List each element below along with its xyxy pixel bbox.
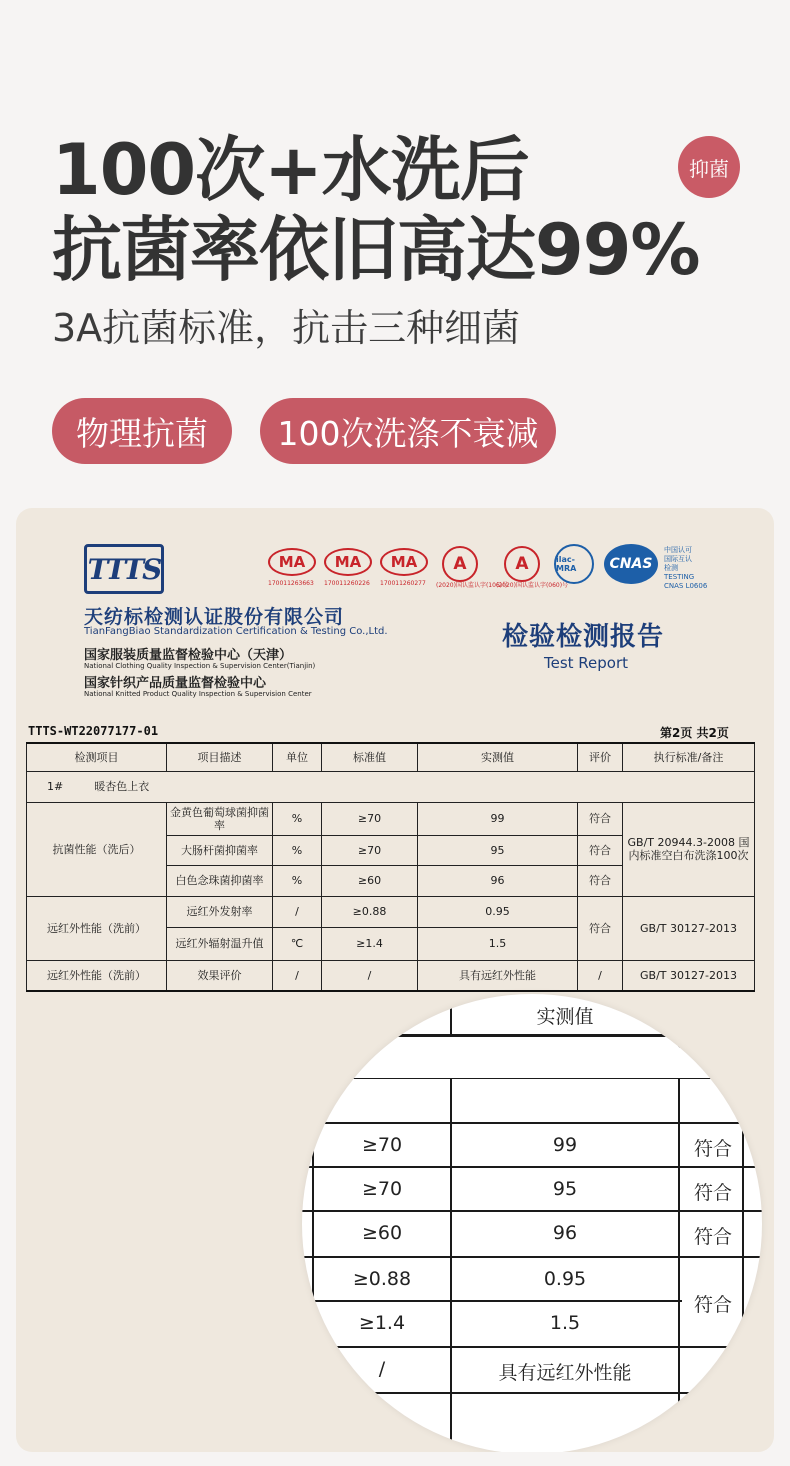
table-header: 项目描述 [167,743,273,771]
item-measured: 95 [418,835,578,865]
zoom-measured: 96 [552,1222,578,1244]
table-header-row [27,743,755,771]
item-result: 符合 [578,802,623,835]
zoom-measured: 1.5 [549,1312,581,1334]
physical-antibacterial-tag: 物理抗菌 [52,398,232,464]
zoom-standard: ≥70 [361,1178,403,1200]
table-header: 检测项目 [27,743,167,771]
zoom-measured: 95 [552,1178,578,1200]
test-results-table [26,742,755,992]
item-standard: ≥60 [322,865,418,896]
item-unit: / [273,896,322,927]
magnifier-circle [302,994,762,1452]
cma-number-2: 170011260226 [324,580,370,587]
headline-line1: 100次+水洗后 [52,129,529,211]
zoom-standard: / [378,1358,386,1380]
item-desc: 白色念珠菌抑菌率 [167,865,273,896]
magnified-table [302,994,762,1452]
zoom-measured: 99 [552,1134,578,1156]
zoom-standard: ≥60 [361,1222,403,1244]
group-note: GB/T 30127-2013 [623,960,755,991]
item-standard: / [322,960,418,991]
cnas-caption-line: 国际互认 [664,555,692,563]
cma-mark-1: MA [268,548,316,576]
item-result: / [578,960,623,991]
zoom-result: 符合 [693,1226,732,1248]
item-result: 符合 [578,865,623,896]
item-desc: 效果评价 [167,960,273,991]
zoom-standard: ≥1.4 [358,1312,406,1334]
item-measured: 1.5 [418,927,578,960]
item-standard: ≥0.88 [322,896,418,927]
item-unit: % [273,835,322,865]
item-desc: 远红外辐射温升值 [167,927,273,960]
sample-row [27,771,755,802]
wash-durability-tag: 100次洗涤不衰减 [260,398,556,464]
item-desc: 大肠杆菌抑菌率 [167,835,273,865]
ilac-mra-mark: ilac-MRA [554,544,594,584]
org-name-en: TianFangBiao Standardization Certification & Testing Co.,Ltd. [84,626,388,637]
cnas-caption [664,546,707,591]
clothing-center-cn: 国家服装质量监督检验中心（天津） [84,648,293,663]
cma-number-3: 170011260277 [380,580,426,587]
group-result: 符合 [578,896,623,960]
report-paper [24,516,766,1446]
item-standard: ≥70 [322,835,418,865]
subtitle: 3A抗菌标准，抗击三种细菌 [52,306,521,350]
item-measured: 99 [418,802,578,835]
zoom-standard: ≥70 [361,1134,403,1156]
item-desc: 金黄色葡萄球菌抑菌率 [167,802,273,835]
cnas-mark: CNAS [604,544,658,584]
report-title-en: Test Report [544,654,629,672]
table-header: 单位 [273,743,322,771]
cnas-caption-line: TESTING [664,573,695,581]
report-title-cn: 检验检测报告 [502,622,665,652]
certification-marks [268,544,738,596]
sample-id: 1# [47,780,64,793]
knitted-center-cn: 国家针织产品质量监督检验中心 [84,676,267,691]
headline-line2: 抗菌率依旧高达99% [52,209,700,291]
cma-mark-3: MA [380,548,428,576]
item-measured: 具有远红外性能 [418,960,578,991]
page-indicator: 第2页 共2页 [660,726,729,740]
item-unit: % [273,802,322,835]
cma-mark-2: MA [324,548,372,576]
item-unit: ℃ [273,927,322,960]
table-row [27,896,755,927]
cnas-caption-line: 中国认可 [664,546,692,554]
zoom-merged-result: 符合 [693,1294,732,1316]
item-result: 符合 [578,835,623,865]
clothing-center-en: National Clothing Quality Inspection & Supervision Center(Tianjin) [84,662,316,670]
cal-caption-2: (2020)国认监认字(060)号 [496,582,569,589]
zoom-header-measured: 实测值 [536,1006,594,1028]
table-row [27,802,755,835]
sample-cell [27,771,755,802]
report-number: TTTS-WT22077177-01 [28,724,159,738]
group-note: GB/T 30127-2013 [623,896,755,960]
table-header: 执行标准/备注 [623,743,755,771]
table-header: 评价 [578,743,623,771]
sample-name: 暖杏色上衣 [94,780,150,793]
group-note: GB/T 20944.3-2008 国内标准空白布洗涤100次 [623,802,755,896]
cal-mark-1: A [442,546,478,582]
group-name: 远红外性能（洗前） [27,896,167,960]
cma-number-1: 170011263663 [268,580,314,587]
item-measured: 0.95 [418,896,578,927]
zoom-result: 符合 [693,1138,732,1160]
zoom-header-standard: 标准值 [353,1006,411,1028]
item-unit: / [273,960,322,991]
zoom-measured: 0.95 [543,1268,587,1290]
table-header: 实测值 [418,743,578,771]
knitted-center-en: National Knitted Product Quality Inspection & Supervision Center [84,690,312,698]
table-row [27,960,755,991]
cal-caption-1: (2020)国认监认字(106)号 [436,582,509,589]
ttts-logo: TTTS [84,544,164,594]
table-header: 标准值 [322,743,418,771]
zoom-measured: 具有远红外性能 [498,1362,632,1384]
test-report-card [16,508,774,1452]
org-name-cn: 天纺标检测认证股份有限公司 [84,606,345,628]
group-name: 抗菌性能（洗后） [27,802,167,896]
zoom-result: 符合 [693,1182,732,1204]
cnas-caption-line: 检测 [664,564,678,572]
item-desc: 远红外发射率 [167,896,273,927]
cal-mark-2: A [504,546,540,582]
item-standard: ≥70 [322,802,418,835]
zoom-standard: ≥0.88 [352,1268,412,1290]
antibacterial-badge: 抑菌 [678,136,740,198]
group-name: 远红外性能（洗前） [27,960,167,991]
item-unit: % [273,865,322,896]
item-standard: ≥1.4 [322,927,418,960]
cnas-caption-line: CNAS L0606 [664,582,708,590]
item-measured: 96 [418,865,578,896]
